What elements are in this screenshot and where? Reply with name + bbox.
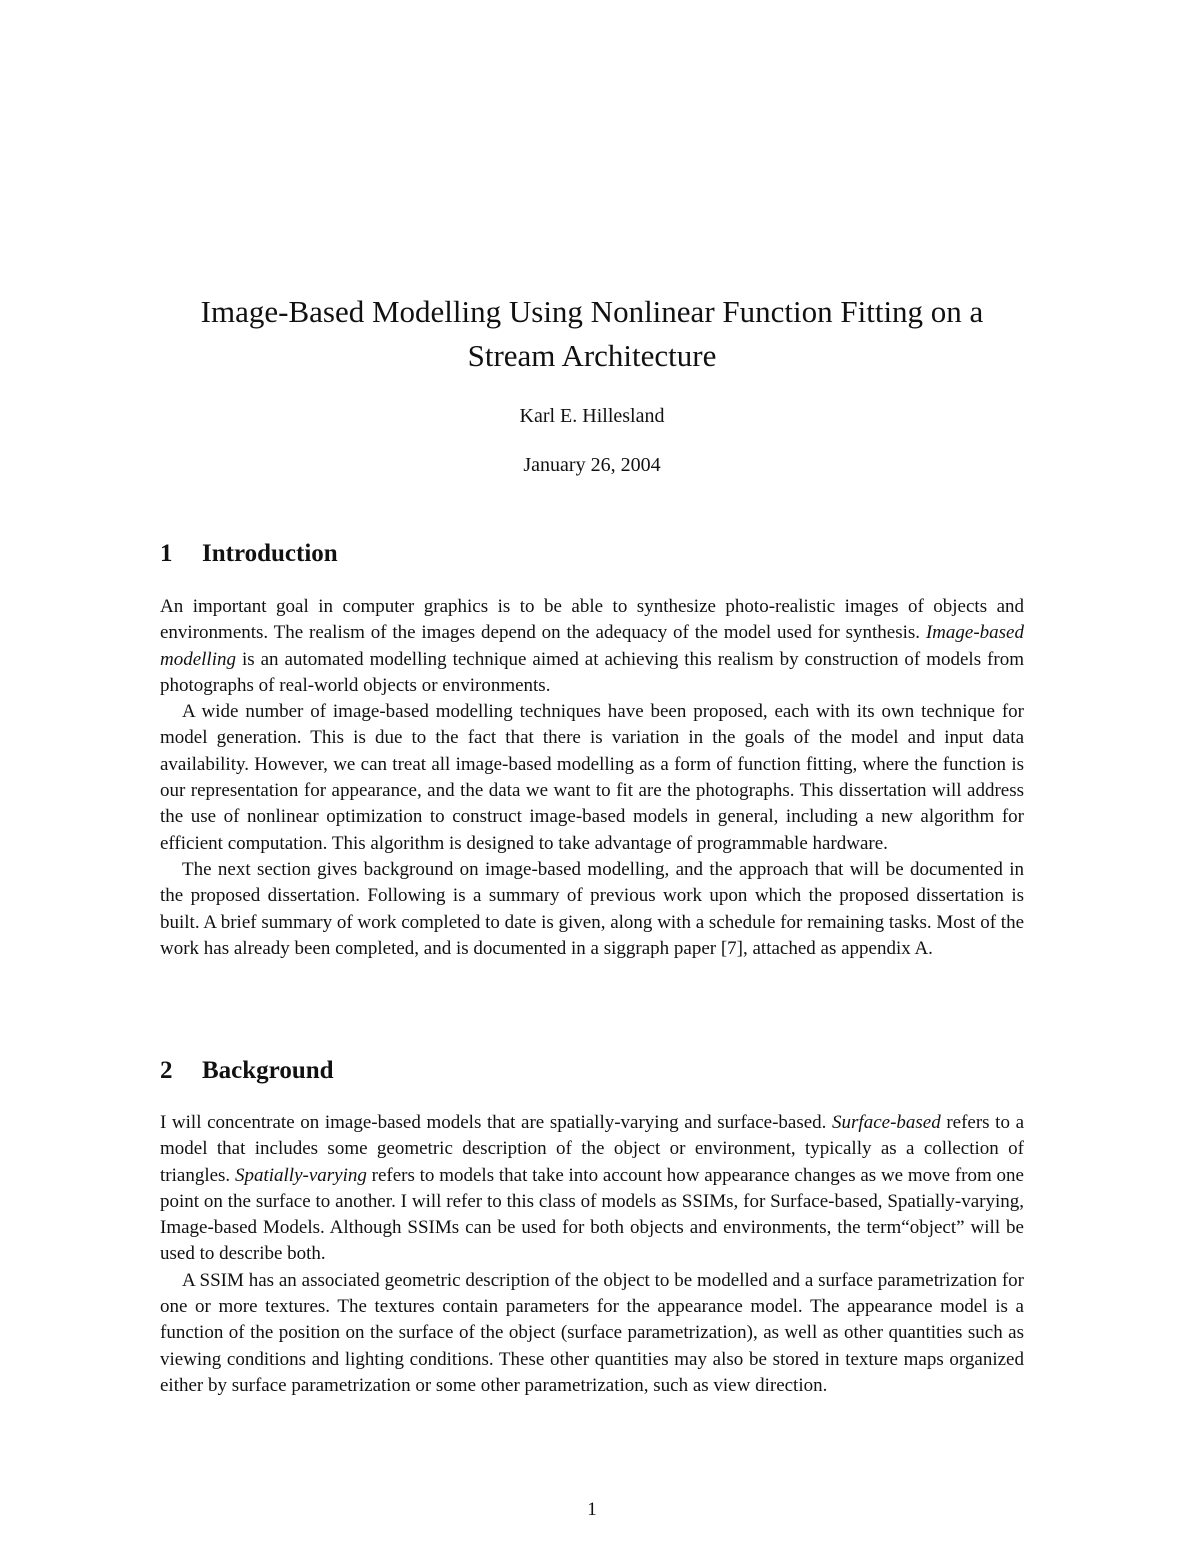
emphasized-term: Image-based modelling	[160, 622, 1024, 670]
page-number: 1	[587, 1499, 597, 1520]
emphasized-term: Surface-based	[832, 1112, 941, 1133]
section-body-introduction	[160, 594, 1024, 962]
paragraph: A SSIM has an associated geometric description of the object to be modelled and a surface parametrization for one or more textures. The textures contain parameters for the appearance model. The appearance model is a function of the position on the surface of the object (surface parametrization), as well as other quantities such as viewing conditions and lighting conditions. These other quantities may also be stored in texture maps organized either by surface parametrization or some other parametrization, such as view direction.	[160, 1269, 1024, 1396]
paper-date: January 26, 2004	[523, 454, 661, 476]
paper-title: Image-Based Modelling Using Nonlinear Function Fitting on a Stream Architecture	[200, 294, 984, 373]
section-heading-background	[160, 1055, 1024, 1087]
section-number: 2	[160, 1057, 173, 1084]
paragraph: The next section gives background on image-based modelling, and the approach that will be documented in the proposed dissertation. Following is a summary of previous work upon which the proposed dissertation is built. A brief summary of work completed to date is given, along with a schedule for remaining tasks. Most of the work has already been completed, and is documented in a siggraph paper [7], attached as appendix A.	[160, 858, 1024, 959]
paragraph	[160, 1110, 1024, 1268]
paragraph-text: I will concentrate on image-based models that are spatially-varying and surface-based.	[160, 1112, 833, 1133]
paragraph-text: refers to models that take into account how appearance changes as we move from one point on the surface to another. I will refer to this class of models as SSIMs, for Surface-based, Spatially-varying, Image-based Models. Although SSIMs can be used for both objects and environments, the term“object” will be used to describe both.	[160, 1164, 1024, 1265]
paragraph: A wide number of image-based modelling techniques have been proposed, each with its own technique for model generation. This is due to the fact that there is variation in the goals of the model and input data availability. However, we can treat all image-based modelling as a form of function fitting, where the function is our representation for appearance, and the data we want to fit are the photographs. This dissertation will address the use of nonlinear optimization to construct image-based models in general, including a new algorithm for efficient computation. This algorithm is designed to take advantage of programmable hardware.	[160, 701, 1024, 854]
emphasized-term: Spatially-varying	[234, 1164, 367, 1186]
paragraph	[160, 594, 1024, 699]
paragraph-text: refers to a model that includes some geometric description of the object or environment, typically as a collection of triangles.	[160, 1112, 1024, 1186]
section-title: Introduction	[202, 540, 338, 567]
section-body-background	[160, 1110, 1024, 1399]
paragraph-text: is an automated modelling technique aimed at achieving this realism by construction of models from photographs of real-world objects or environments.	[160, 648, 1024, 696]
section-title: Background	[202, 1057, 334, 1084]
paragraph-text: An important goal in computer graphics is to be able to synthesize photo-realistic images of objects and environments. The realism of the images depend on the adequacy of the model used for synthesis.	[160, 596, 1024, 644]
author-name: Karl E. Hillesland	[519, 405, 665, 427]
section-heading-introduction	[160, 538, 1024, 570]
section-number: 1	[160, 540, 173, 567]
